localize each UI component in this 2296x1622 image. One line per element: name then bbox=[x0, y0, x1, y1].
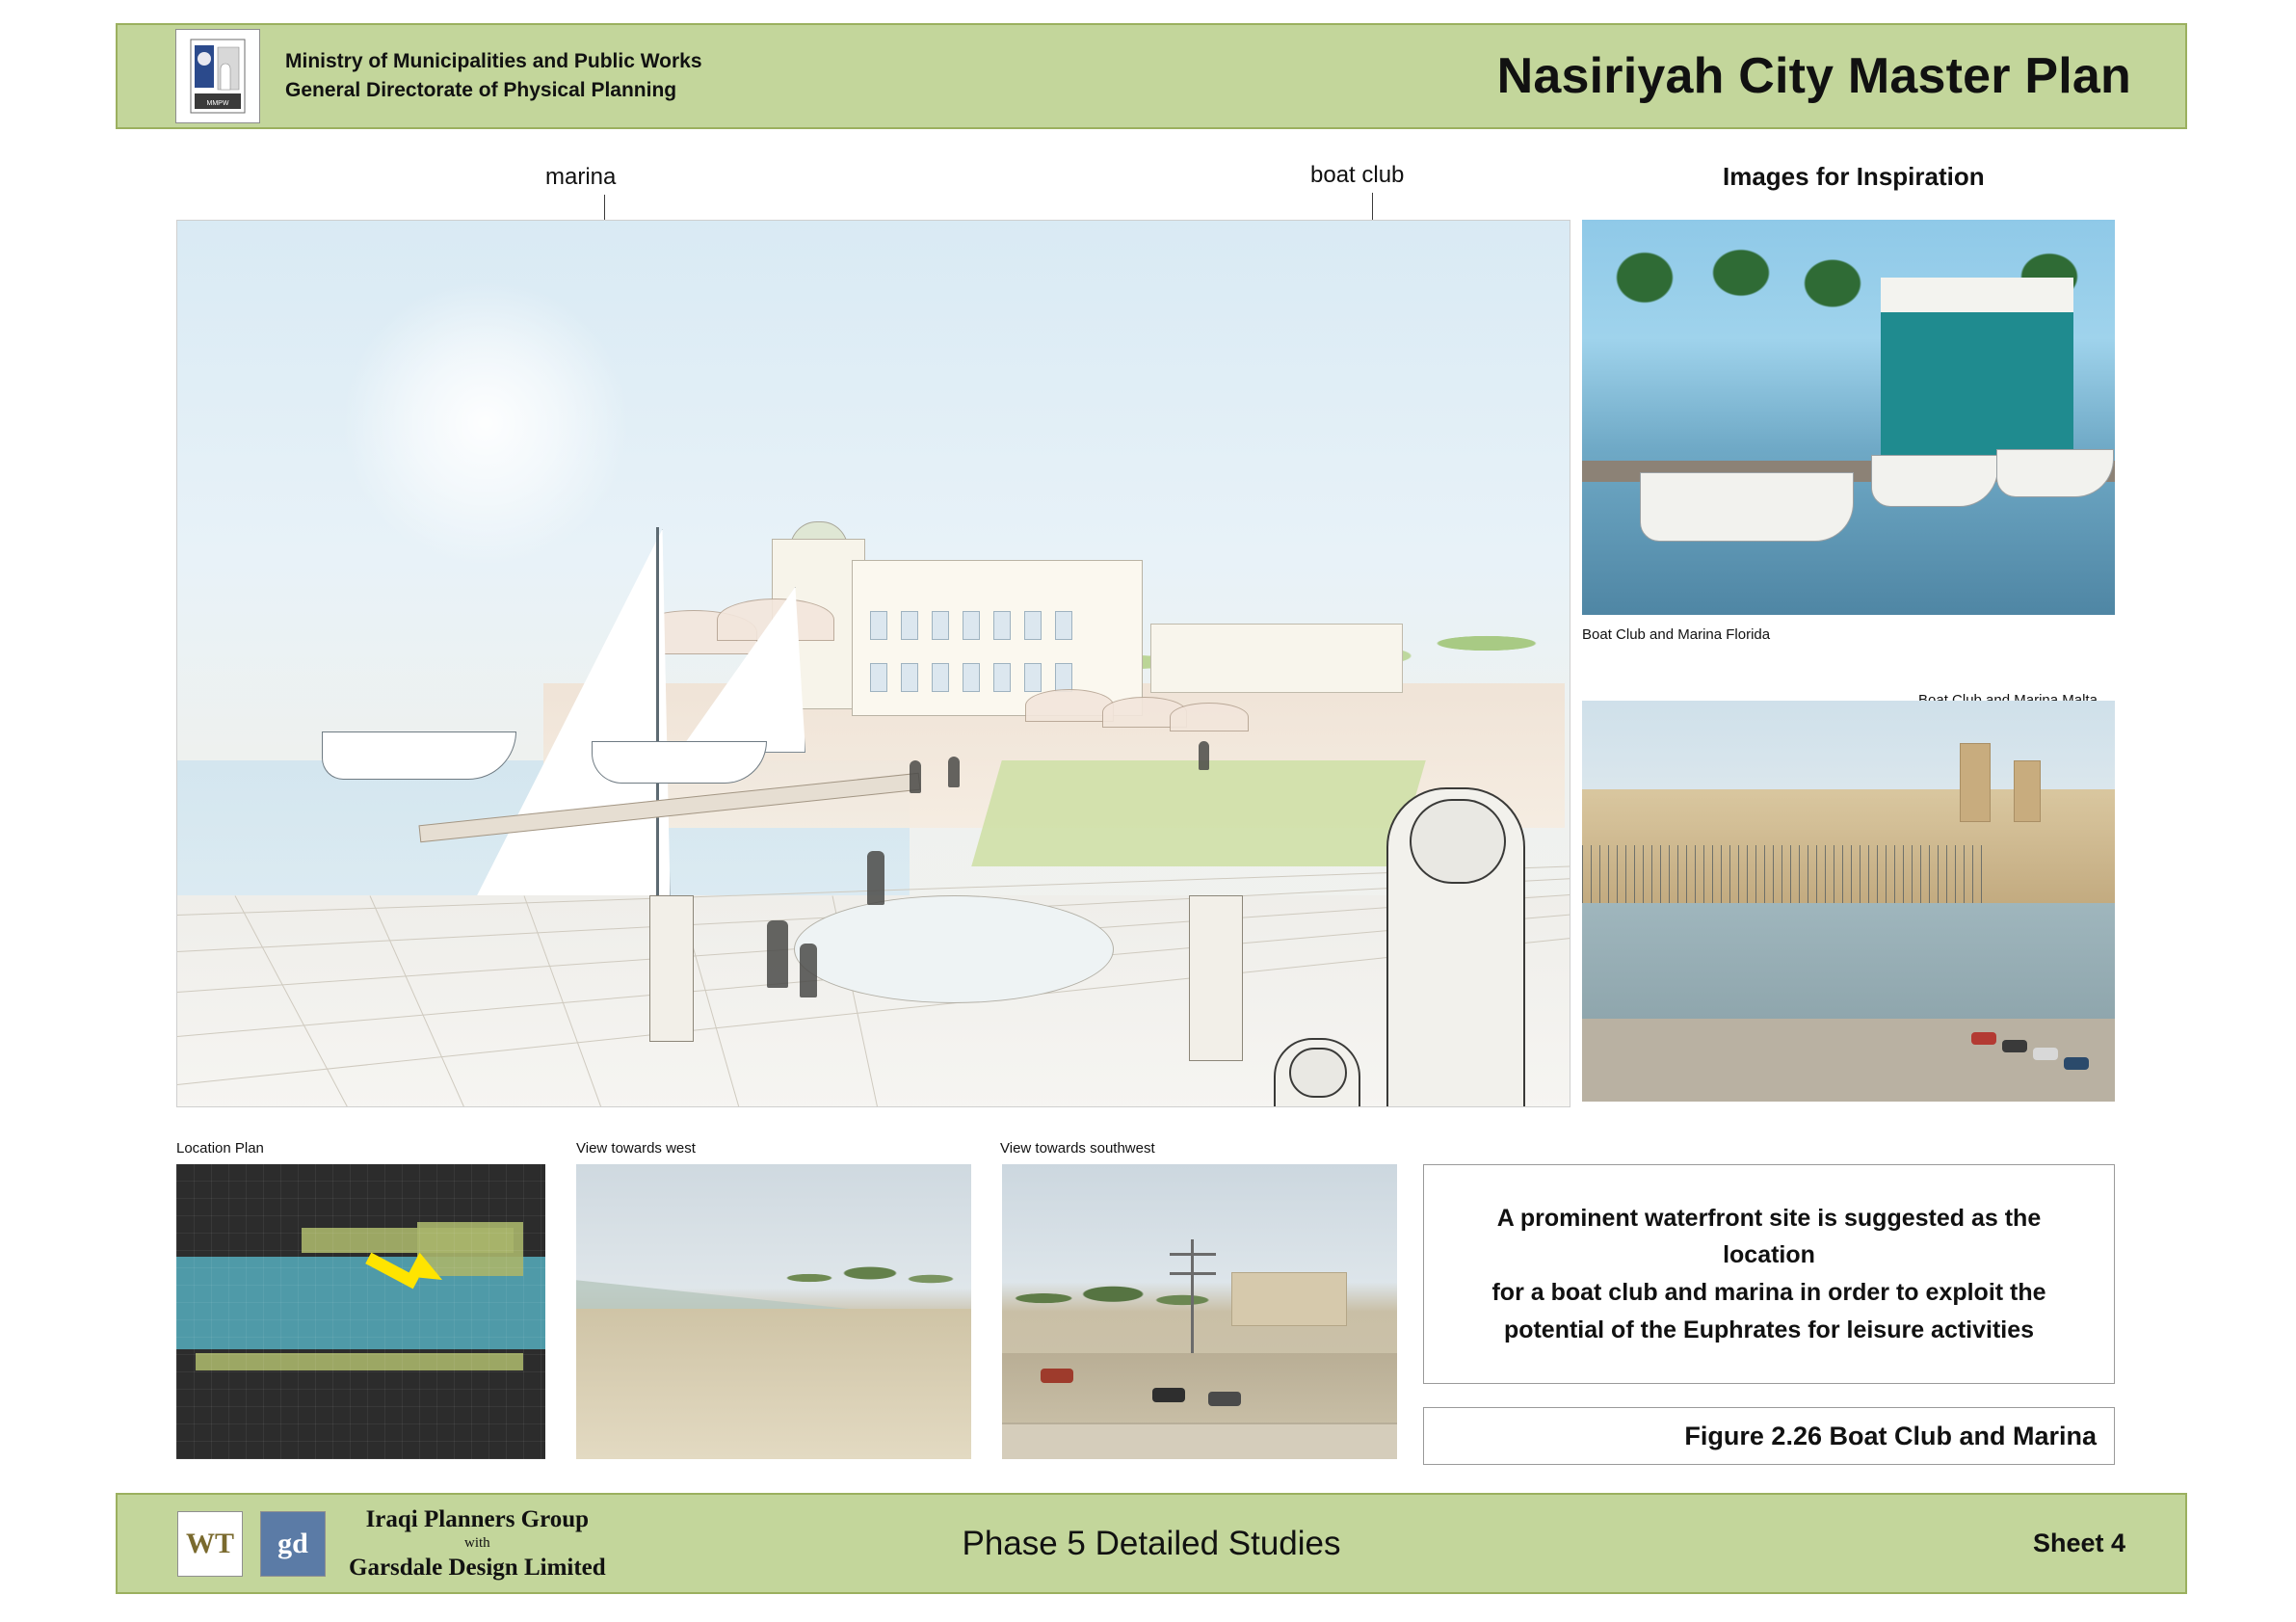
window bbox=[963, 663, 980, 692]
company-conjunction: with bbox=[464, 1535, 490, 1552]
window-row-upper bbox=[870, 611, 1072, 640]
sailboat-mainsail bbox=[466, 529, 671, 917]
sheet-number: Sheet 4 bbox=[2032, 1529, 2125, 1557]
pedestrian-silhouette bbox=[867, 851, 884, 905]
pedestrian-silhouette bbox=[1199, 741, 1209, 770]
parked-car bbox=[1041, 1369, 1073, 1383]
consultant-names bbox=[349, 1504, 606, 1582]
pedestrian-silhouette bbox=[910, 760, 921, 793]
church-tower bbox=[1960, 743, 1991, 822]
moored-boat bbox=[592, 741, 767, 784]
riverbank-vegetation bbox=[769, 1249, 971, 1297]
document-footer bbox=[116, 1493, 2187, 1594]
crest-icon bbox=[189, 38, 247, 115]
sailboat-mast bbox=[656, 527, 659, 932]
palm-tree bbox=[1601, 239, 1688, 316]
foreground-wall bbox=[1002, 1423, 1397, 1459]
svg-text:MMPW: MMPW bbox=[206, 100, 229, 107]
callout-label-boat-club: boat club bbox=[1310, 162, 1405, 188]
phase-title: Phase 5 Detailed Studies bbox=[962, 1524, 1341, 1562]
inspiration-heading: Images for Inspiration bbox=[1723, 162, 1985, 191]
foreground-figure-child bbox=[1274, 1038, 1360, 1107]
promenade-pillar bbox=[1189, 895, 1243, 1061]
company-primary: Iraqi Planners Group bbox=[365, 1505, 590, 1532]
parked-car bbox=[2002, 1040, 2027, 1052]
label-location-plan: Location Plan bbox=[176, 1140, 264, 1157]
motor-boat bbox=[1871, 455, 1998, 507]
caption-florida: Boat Club and Marina Florida bbox=[1582, 626, 1771, 643]
palm-tree bbox=[1784, 243, 1881, 324]
window bbox=[1024, 611, 1042, 640]
residential-building bbox=[1231, 1272, 1347, 1326]
foreground-figure-adult bbox=[1386, 787, 1525, 1107]
parked-car bbox=[1208, 1392, 1241, 1406]
window bbox=[870, 663, 887, 692]
photo-view-towards-southwest bbox=[1002, 1164, 1397, 1459]
water-feature bbox=[794, 895, 1114, 1003]
consultant-logos bbox=[177, 1511, 326, 1577]
window bbox=[1055, 663, 1072, 692]
directorate-name: General Directorate of Physical Planning bbox=[285, 79, 677, 101]
note-line-1: A prominent waterfront site is suggested as the location bbox=[1496, 1204, 2042, 1269]
deck-plank-line bbox=[370, 895, 488, 1107]
quayside-road bbox=[1582, 1019, 2115, 1102]
parked-car bbox=[2033, 1048, 2058, 1060]
label-view-southwest: View towards southwest bbox=[1000, 1140, 1155, 1157]
window bbox=[993, 663, 1011, 692]
church-tower bbox=[2014, 760, 2041, 822]
pedestrian-silhouette bbox=[800, 944, 817, 997]
window bbox=[1055, 611, 1072, 640]
figure-caption: Figure 2.26 Boat Club and Marina bbox=[1684, 1421, 2097, 1450]
pedestrian-silhouette bbox=[948, 757, 960, 787]
explanatory-note-box bbox=[1423, 1164, 2115, 1384]
waterfront-shops bbox=[1150, 624, 1403, 693]
moored-boat bbox=[322, 731, 516, 780]
photo-boat-club-marina-malta bbox=[1582, 701, 2115, 1102]
sun-glow bbox=[341, 279, 630, 568]
window-row-lower bbox=[870, 663, 1072, 692]
electricity-pylon bbox=[1191, 1239, 1194, 1355]
window bbox=[993, 611, 1011, 640]
palm-tree bbox=[1688, 229, 1794, 316]
harbour-water bbox=[1582, 903, 2115, 1019]
garsdale-design-logo: gd bbox=[260, 1511, 326, 1577]
motor-boat bbox=[1996, 449, 2114, 497]
photo-view-towards-west bbox=[576, 1164, 971, 1459]
ministry-name: Ministry of Municipalities and Public Works bbox=[285, 49, 702, 72]
label-view-west: View towards west bbox=[576, 1140, 696, 1157]
marina-clubhouse bbox=[1881, 278, 2073, 466]
document-header bbox=[116, 23, 2187, 129]
market-umbrella bbox=[1025, 689, 1114, 722]
photo-boat-club-marina-florida bbox=[1582, 220, 2115, 615]
parked-car bbox=[1971, 1032, 1996, 1045]
pedestrian-silhouette bbox=[767, 920, 788, 988]
note-line-3: potential of the Euphrates for leisure activities bbox=[1503, 1316, 2035, 1343]
ministry-crest-logo bbox=[175, 29, 260, 123]
page-title: Nasiriyah City Master Plan bbox=[1496, 48, 2131, 104]
window bbox=[932, 663, 949, 692]
iraqi-planners-logo: WT bbox=[177, 1511, 243, 1577]
company-secondary: Garsdale Design Limited bbox=[349, 1554, 606, 1581]
window bbox=[1024, 663, 1042, 692]
parked-car bbox=[1152, 1388, 1185, 1402]
window bbox=[870, 611, 887, 640]
window bbox=[901, 611, 918, 640]
window bbox=[901, 663, 918, 692]
main-perspective-rendering bbox=[176, 220, 1570, 1107]
parked-car bbox=[2064, 1057, 2089, 1070]
window bbox=[963, 611, 980, 640]
market-umbrella bbox=[1170, 703, 1249, 731]
ministry-titles bbox=[285, 47, 702, 106]
satellite-texture bbox=[176, 1164, 545, 1459]
window bbox=[932, 611, 949, 640]
lawn-area bbox=[971, 760, 1426, 866]
sandy-bank bbox=[576, 1309, 971, 1459]
figure-caption-box bbox=[1423, 1407, 2115, 1465]
callout-label-marina: marina bbox=[545, 164, 617, 190]
promenade-pillar bbox=[649, 895, 694, 1042]
note-line-2: for a boat club and marina in order to exploit the bbox=[1491, 1279, 2046, 1306]
explanatory-note-text bbox=[1470, 1200, 2068, 1349]
motor-boat bbox=[1640, 472, 1854, 542]
photo-location-plan bbox=[176, 1164, 545, 1459]
